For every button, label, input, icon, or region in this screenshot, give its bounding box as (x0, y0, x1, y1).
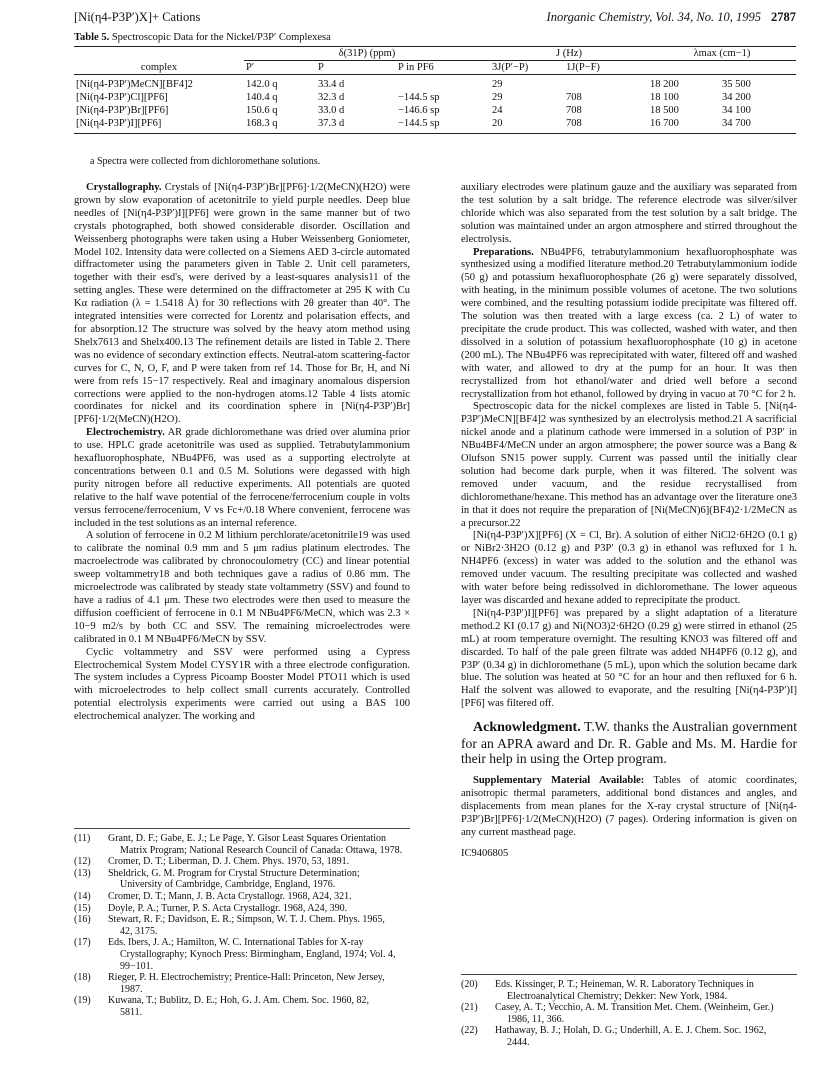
supplementary-material (461, 775, 797, 840)
reference-text: Rieger, P. H. Electrochemistry; Prentice-Hall: Princeton, New Jersey, (108, 972, 385, 984)
section-heading: Electrochemistry. (86, 427, 165, 439)
value-cell: −144.5 sp (398, 92, 440, 103)
value-cell: 18 500 (650, 105, 679, 116)
value-cell: 18 100 (650, 92, 679, 103)
value-cell: 33.0 d (318, 105, 345, 116)
value-cell: 32.3 d (318, 92, 345, 103)
complex-cell: [Ni(η4-P3P′)I][PF6] (74, 117, 244, 134)
reference-number: (14) (74, 890, 91, 902)
value-cell: 20 (490, 117, 564, 134)
reference-item (74, 833, 410, 856)
table-footnote: a Spectra were collected from dichloromethane solutions. (90, 156, 321, 167)
value-cell: 33.4 d (318, 79, 345, 90)
col-header: 1J(P−F) (564, 61, 648, 75)
value-cell: 35 500 (722, 79, 751, 90)
value-cell (564, 75, 648, 92)
paragraph-text: NBu4PF6, tetrabutylammonium hexafluorophosphate was synthesized using a modified literature method.20 Tetrabutylammonium iodide (50 g) and potassium hexafluorophosphate (26 g) were separately dissolved, with heating, in the minimum possible volumes of acetone. The two solutions were combined, and the resulting potassium iodide precipitate was filtered off. The solution was then treated with a large excess (ca. 2 L) of water to precipitate the crude product. This was collected, washed with water, and then dissolved in a solution of potassium hexafluorophosphate (10 g) in acetone (200 mL). The NBu4PF6 was reprecipitated with water, filtered off and washed with water, and allowed to dry at the pump for an hour. It was then recrystallized from hot ethanol/water and dried well before a second recrystallization from hot ethanol, followed by drying in vacuo at 70 °C for 2 h. (461, 246, 798, 400)
value-cell: 16 700 (648, 117, 720, 134)
value-cell: 29 (492, 79, 503, 90)
journal-citation: Inorganic Chemistry, Vol. 34, No. 10, 1995 (546, 10, 761, 24)
reference-text: Sheldrick, G. M. Program for Crystal Structure Determination; (108, 867, 360, 879)
right-column (461, 182, 797, 861)
ack-heading: Acknowledgment. (473, 720, 581, 736)
paragraph-text: [Ni(η4-P3P′)X][PF6] (X = Cl, Br). A solution of either NiCl2·6H2O (0.1 g) or NiBr2·3H2O (0.12 g) and P3P′ (0.3 g) in ethanol was refluxed for 1 h. NH4PF6 (excess) in water was added to the solution and the ethanol was removed under vacuum. The resulting precipitate was collected and washed with water before being redissolved in dichloromethane. The lower aqueous layer was discarded and hexane added to reprecipitate the product. (461, 530, 797, 606)
reference-number: (20) (461, 979, 478, 990)
reference-continuation: Electroanalytical Chemistry; Dekker: New York, 1984. (507, 990, 727, 1002)
reference-number: (18) (74, 972, 91, 984)
col-header (720, 61, 796, 75)
table-corner (74, 47, 244, 61)
page-number: 2787 (771, 10, 796, 24)
table-row (74, 104, 796, 117)
reference-text: Kuwana, T.; Bublitz, D. E.; Hoh, G. J. Am. Chem. Soc. 1960, 82, (108, 995, 370, 1007)
paragraph-text: Spectroscopic data for the nickel complexes are listed in Table 5. [Ni(η4-P3P′)MeCN][BF4]2 was synthesized by an electrolysis method.21 A sacrificial nickel anode and a platinum cathode were immersed in a solution of P3P′ in NBu4BF4/MeCN under an argon atmosphere; the power source was a Bang & Olufson SN15 power supply. Current was passed until the initially clear solution had become dark purple, when it was filtered. The solvent was removed under vacuum, and the residue recrystallised from dichloromethane/hexane. This method has an advantage over the literature one3 in that it does not require the preparation of [Ni(MeCN)6](BF4)2·1/2MeCN as a precursor.22 (461, 401, 797, 529)
reference-item (74, 914, 410, 937)
reference-continuation: 1987. (120, 983, 143, 995)
manuscript-id: IC9406805 (461, 848, 509, 860)
paragraph-text: auxiliary electrodes were platinum gauze and the auxiliary was separated from the test solution by a salt bridge. The reference electrode was silver/silver chloride which was also separated from the test solution by a salt bridge. The solution was maintained under an argon atmosphere and stirred throughout the electrolysis. (461, 182, 797, 245)
value-cell: 18 200 (650, 79, 679, 90)
reference-item (461, 1025, 797, 1048)
col-header: P (316, 61, 396, 75)
reference-number: (17) (74, 937, 91, 949)
value-cell: 708 (566, 105, 582, 116)
complex-cell: [Ni(η4-P3P′)MeCN][BF4]2 (76, 79, 193, 90)
value-cell: 708 (564, 117, 648, 134)
reference-number: (12) (74, 856, 91, 868)
table-caption (74, 32, 331, 43)
reference-continuation: 42, 3175. (120, 925, 158, 937)
reference-text: Stewart, R. F.; Davidson, E. R.; Simpson, W. T. J. Chem. Phys. 1965, (108, 914, 385, 926)
reference-item (461, 979, 797, 1002)
journal-header (547, 10, 796, 25)
value-cell: 168.3 q (244, 117, 316, 134)
reference-continuation: 2444. (507, 1036, 530, 1048)
references-right (461, 974, 797, 1049)
table-label: Table 5. (74, 32, 110, 43)
reference-item (74, 856, 410, 868)
reference-number: (16) (74, 914, 91, 926)
col-header: P in PF6 (396, 61, 490, 75)
value-cell: 34 100 (722, 105, 751, 116)
value-cell: 37.3 d (316, 117, 396, 134)
paragraph-text: [Ni(η4-P3P′)I][PF6] was prepared by a slight adaptation of a literature method.2 KI (0.17 g) and Ni(NO3)2·6H2O (0.29 g) were stirred in ethanol (25 mL) at room temperature overnight. The resulting KNO3 was filtered off and discarded. To half of the pale green filtrate was added NH4PF6 (0.12 g), and P3P′ (0.34 g) in dichloromethane (5 mL), upon which the solution became dark blue. The solution was heated at 50 °C for an hour and then refluxed for 6 h. Half the solvent was allowed to evaporate, and the resulting [Ni(η4-P3P′)I][PF6] was filtered off. (461, 607, 797, 710)
reference-item (74, 868, 410, 891)
lambda-group-header: λmax (cm−1) (648, 47, 796, 61)
paragraph-crystallography (74, 182, 410, 427)
table-title: Spectroscopic Data for the Nickel/P3P′ Complexesa (111, 32, 331, 43)
paragraph-text: Cyclic voltammetry and SSV were performed using a Cypress Electrochemical System Model CYSY1R with a three electrode configuration. The system includes a Cypress Picoamp Booster Model PTO11 which is used with microelectrodes to help collect small currents accurately. Controlled potential electrolysis experiments were carried out using a BAS 100 electrochemical analyzer. The working and (74, 646, 410, 723)
reference-text: Hathaway, B. J.; Holah, D. G.; Underhill, A. E. J. Chem. Soc. 1962, (495, 1025, 767, 1037)
complex-cell: [Ni(η4-P3P′)Cl][PF6] (76, 92, 168, 103)
paragraph-preparations (461, 247, 797, 402)
value-cell: 708 (566, 92, 582, 103)
table-row (74, 117, 796, 134)
reference-number: (22) (461, 1025, 478, 1037)
paragraph-text: A solution of ferrocene in 0.2 M lithium perchlorate/acetonitrile19 was used to calibrate the nominal 0.9 mm and 5 μm radius platinum electrodes. The macroelectrode was calibrated by chronocoulometry (CC) and linear potential sweep voltammetry18 and both techniques gave a radius of 0.86 mm. The microelectrode was calibrated by steady state voltammetry (SSV) and found to have a radius of 4.1 μm. These two electrodes were then used to measure the diffusion coefficient of ferrocene in 0.1 M NBu4PF6/MeCN, which was 2.3 × 10−9 m2/s by both CC and SSV. The remaining microelectrodes were calibrated in 0.1 M NBu4PF6/MeCN by SSV. (74, 530, 410, 645)
references-left (74, 828, 410, 1019)
reference-item (74, 972, 410, 995)
value-cell: 140.4 q (246, 92, 278, 103)
col-header: P′ (244, 61, 316, 75)
ack-text: T.W. thanks the Australian government for an APRA award and Dr. R. Gable and Ms. M. Hardie for their help in using the Ortep program. (461, 719, 797, 767)
section-heading: Crystallography. (86, 182, 162, 193)
reference-number: (19) (74, 995, 91, 1007)
value-cell: 142.0 q (246, 79, 278, 90)
supp-text: Tables of atomic coordinates, anisotropic thermal parameters, additional bond distances and angles, and displacements from mean planes for the X-ray crystal structure of [Ni(η4-P3P′)Br][PF6]·1/2(MeCN)(H2O) (7 pages). Ordering information is given on any current masthead page. (461, 774, 797, 838)
reference-item (74, 995, 410, 1018)
reference-text: Casey, A. T.; Vecchio, A. M. Transition Met. Chem. (Weinheim, Ger.) (495, 1002, 774, 1014)
acknowledgment (461, 719, 797, 767)
reference-continuation: University of Cambridge, Cambridge, England, 1976. (120, 879, 336, 891)
value-cell: 34 200 (722, 92, 751, 103)
value-cell: 34 700 (720, 117, 796, 134)
complex-cell: [Ni(η4-P3P′)Br][PF6] (76, 105, 169, 116)
coupling-group-header: J (Hz) (490, 47, 648, 61)
reference-item (74, 937, 410, 972)
reference-text: Cromer, D. T.; Mann, J. B. Acta Crystallogr. 1968, A24, 321. (108, 890, 352, 902)
reference-item (461, 1002, 797, 1025)
paragraph-text: Crystals of [Ni(η4-P3P′)Br][PF6]·1/2(MeCN)(H2O) were grown by slow evaporation of acetonitrile to yield purple needles. Deep blue needles of [Ni(η4-P3P′)I][PF6] were grown in the same manner but of two crystals photographed, both showed considerable disorder. Oscillation and Weissenberg photographs were taken using a Huber Weissenberg Goniometer, Model 102. Intensity data were collected on a Siemens AED 3-circle automated diffractometer using the parameters given in Table 2. Unit cell parameters, together with their esd's, were derived by a least-squares analysis11 of the setting angles. These were determined on the diffractometer at 295 K with Cu Kα radiation (λ = 1.5418 Å) for 30 reflections with 2θ greater than 40°. The integrated intensities were corrected for Lorentz and polarisation effects, and for absorption.12 The structure was solved by the heavy atom method using Shelx7613 and Shelx400.13 The refinement details are listed in Table 2. There was no evidence of secondary extinction effects. Neutral-atom scattering-factor curves for C, N, O, F, and P were taken from ref 14. Those for Br, H, and Ni were from refs 15−17 respectively. Real and imaginary anomalous dispersion corrections were applied to the non-hydrogen atoms.12 Table 4 lists atomic coordinates for nickel and its coordination sphere in [Ni(η4-P3P′)Br][PF6]·1/2(MeCN)(H2O). (74, 182, 410, 426)
value-cell: 24 (492, 105, 503, 116)
reference-continuation: Matrix Program; National Research Council of Canada: Ottawa, 1978. (120, 844, 403, 856)
table-row (74, 91, 796, 104)
running-title: [Ni(η4-P3P′)X]+ Cations (74, 10, 201, 24)
reference-text: Doyle, P. A.; Turner, P. S. Acta Crystallogr. 1968, A24, 390. (108, 902, 348, 914)
value-cell: −146.6 sp (398, 105, 440, 116)
spectroscopic-data-table (74, 46, 796, 134)
table-row (74, 75, 796, 92)
shift-group-header: δ(31P) (ppm) (244, 47, 490, 61)
reference-continuation: Crystallography; Kynoch Press: Birmingham, England, 1974; Vol. 4, 99−101. (120, 948, 396, 972)
reference-item (74, 891, 410, 903)
supp-heading: Supplementary Material Available: (473, 774, 645, 786)
col-header (648, 61, 720, 75)
value-cell: −144.5 sp (396, 117, 490, 134)
value-cell: 29 (492, 92, 503, 103)
reference-text: Eds. Ibers, J. A.; Hamilton, W. C. International Tables for X-ray (108, 937, 364, 949)
reference-text: Grant, D. F.; Gabe, E. J.; Le Page, Y. Glsor Least Squares Orientation (108, 833, 387, 844)
reference-number: (21) (461, 1002, 478, 1014)
reference-text: Eds. Kissinger, P. T.; Heineman, W. R. Laboratory Techniques in (495, 979, 754, 990)
col-header: complex (74, 61, 244, 75)
reference-number: (11) (74, 833, 91, 844)
section-heading: Preparations. (473, 246, 534, 258)
paragraph-electrochemistry (74, 427, 410, 530)
reference-item (74, 903, 410, 915)
reference-continuation: 1986, 11, 366. (507, 1013, 565, 1025)
reference-number: (15) (74, 902, 91, 914)
paragraph-text: AR grade dichloromethane was dried over alumina prior to use. HPLC grade acetonitrile was used as supplied. Tetrabutylammonium hexafluorophosphate, NBu4PF6, was used as a supporting electrolyte at concentrations between 0.1 and 0.5 M. Solutions were degassed with high purity nitrogen before all reductive experiments. All potentials are quoted relative to the half wave potential of the ferrocene/ferrocenium couple in volts versus ferrocene/ferrocenium, V vs Fc+/0.18 Where convenient, ferrocene was included in the test solutions as an internal reference. (74, 427, 410, 529)
reference-number: (13) (74, 867, 91, 879)
left-column (74, 182, 410, 724)
value-cell: 150.6 q (246, 105, 278, 116)
col-header: 3J(P′−P) (490, 61, 564, 75)
value-cell (396, 75, 490, 92)
reference-continuation: 5811. (120, 1006, 143, 1018)
reference-text: Cromer, D. T.; Liberman, D. J. Chem. Phys. 1970, 53, 1891. (108, 856, 350, 868)
